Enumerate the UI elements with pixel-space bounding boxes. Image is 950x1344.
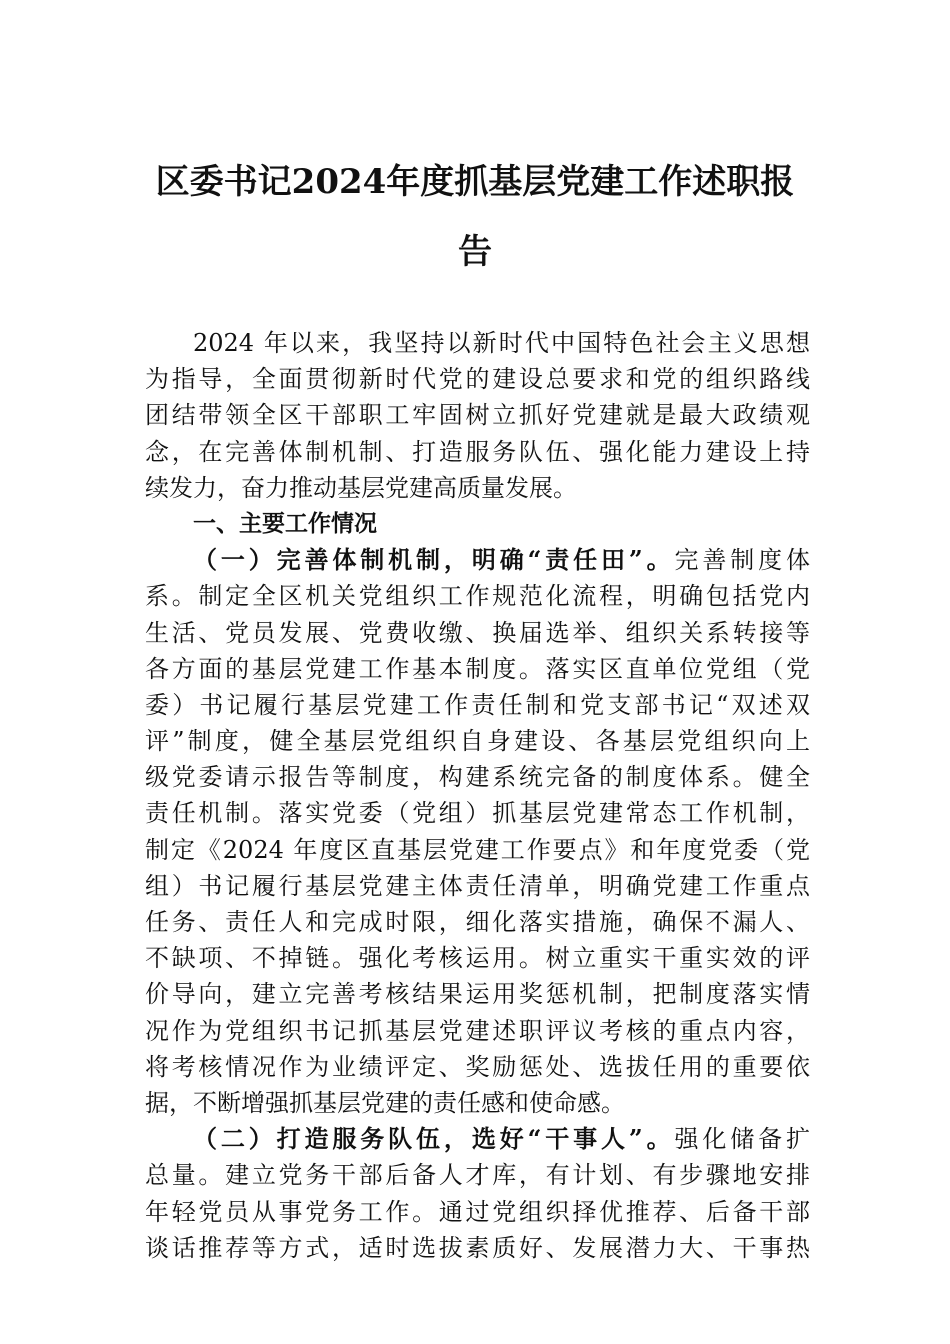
subsection-first-line bbox=[145, 1121, 810, 1157]
paragraph-line: 况作为党组织书记抓基层党建述职评议考核的重点内容， bbox=[145, 1016, 810, 1045]
paragraph-line: 总量。建立党务干部后备人才库，有计划、有步骤地安排 bbox=[145, 1161, 810, 1190]
subsection-heading: （二）打造服务队伍，选好“干事人”。 bbox=[193, 1124, 675, 1154]
paragraph-line: 责任机制。落实党委（党组）抓基层党建常态工作机制， bbox=[145, 799, 810, 828]
paragraph-line: 不缺项、不掉链。强化考核运用。树立重实干重实效的评 bbox=[145, 944, 810, 973]
document-title-line-2: 告 bbox=[458, 232, 492, 272]
intro-paragraph-line: 念，在完善体制机制、打造服务队伍、强化能力建设上持 bbox=[145, 437, 810, 466]
paragraph-line: 年轻党员从事党务工作。通过党组织择优推荐、后备干部 bbox=[145, 1197, 810, 1226]
paragraph-line: 谈话推荐等方式，适时选拔素质好、发展潜力大、干事热 bbox=[145, 1233, 810, 1262]
paragraph-line: 各方面的基层党建工作基本制度。落实区直单位党组（党 bbox=[145, 654, 810, 683]
document-title-line-1: 区委书记2024年度抓基层党建工作述职报 bbox=[155, 162, 795, 202]
document-body bbox=[145, 325, 810, 1266]
intro-paragraph-line: 续发力，奋力推动基层党建高质量发展。 bbox=[145, 473, 577, 502]
section-heading: 一、主要工作情况 bbox=[193, 510, 377, 537]
paragraph-line: 生活、党员发展、党费收缴、换届选举、组织关系转接等 bbox=[145, 618, 810, 647]
intro-paragraph-line: 为指导，全面贯彻新时代党的建设总要求和党的组织路线 bbox=[145, 365, 810, 394]
subsection-text: 完善制度体 bbox=[674, 546, 810, 575]
paragraph-line: 将考核情况作为业绩评定、奖励惩处、选拔任用的重要依 bbox=[145, 1052, 810, 1081]
paragraph-line: 组）书记履行基层党建主体责任清单，明确党建工作重点 bbox=[145, 871, 810, 900]
paragraph-line: 级党委请示报告等制度，构建系统完备的制度体系。健全 bbox=[145, 763, 810, 792]
intro-paragraph-line: 2024 年以来，我坚持以新时代中国特色社会主义思想 bbox=[193, 329, 810, 357]
paragraph-line: 系。制定全区机关党组织工作规范化流程，明确包括党内 bbox=[145, 582, 810, 611]
intro-paragraph-line: 团结带领全区干部职工牢固树立抓好党建就是最大政绩观 bbox=[145, 401, 810, 430]
subsection-first-line bbox=[145, 542, 810, 578]
paragraph-line: 委）书记履行基层党建工作责任制和党支部书记“双述双 bbox=[145, 690, 810, 719]
subsection-heading: （一）完善体制机制，明确“责任田”。 bbox=[193, 545, 675, 575]
paragraph-line: 评”制度，健全基层党组织自身建设、各基层党组织向上 bbox=[145, 727, 810, 756]
paragraph-line: 任务、责任人和完成时限，细化落实措施，确保不漏人、 bbox=[145, 908, 810, 936]
paragraph-line: 据，不断增强抓基层党建的责任感和使命感。 bbox=[145, 1088, 625, 1117]
paragraph-line: 制定《2024 年度区直基层党建工作要点》和年度党委（党 bbox=[145, 835, 810, 864]
subsection-text: 强化储备扩 bbox=[674, 1125, 810, 1154]
paragraph-line: 价导向，建立完善考核结果运用奖惩机制，把制度落实情 bbox=[145, 980, 810, 1009]
